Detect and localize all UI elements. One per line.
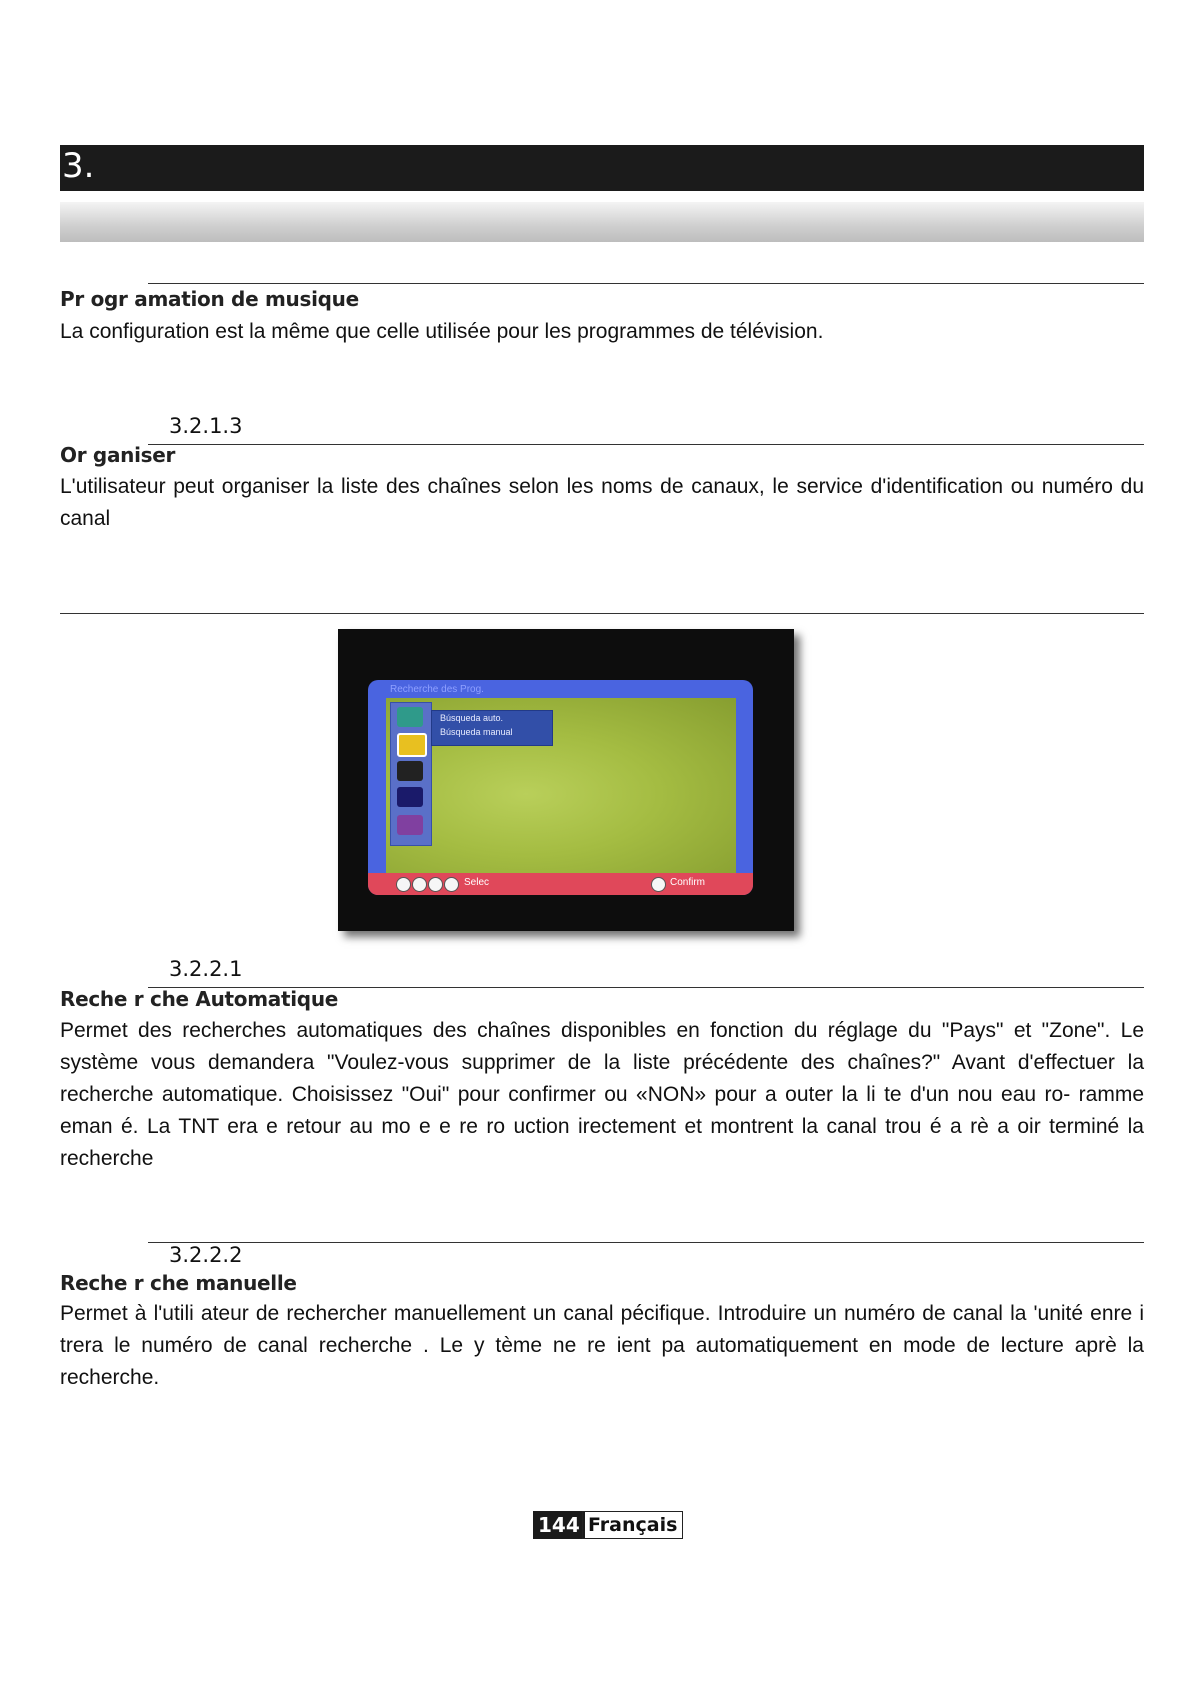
tv-menu-item: Búsqueda auto. [440,713,504,723]
section-number: 3.2.1.3 [169,414,243,438]
tv-bottom-bar [368,873,753,895]
globe-icon [397,707,423,727]
figure-divider [60,613,1144,614]
tv-menu-screenshot [338,629,794,931]
tv-confirm-label: Confirm [670,877,706,888]
ok-icon [651,877,666,892]
section-title: Reche r che manuelle [60,1271,297,1295]
chapter-number: 3. [62,146,95,186]
page-language: Français [582,1511,683,1539]
tv-side-menu [390,702,432,846]
section-title: Or ganiser [60,443,176,467]
section-divider [148,283,1144,284]
section-divider [148,1242,1144,1243]
chapter-header-bar [60,145,1144,191]
section-number: 3.2.2.2 [169,1243,243,1267]
section-title: Pr ogr amation de musique [60,287,359,311]
down-arrow-icon [444,877,459,892]
key-icon [397,761,423,781]
section-body: Permet des recherches automatiques des chaînes disponibles en fonction du réglage du "Pays" et "Zone". Le système vous demandera "Voulez-vous supprimer de la liste précédente des chaînes?" Avant d'effectuer la recherche automatique. Choisissez "Oui" pour confirmer ou «NON» pour a outer la li te d'un nou eau ro- ramme eman é. La TNT era e retour au mo e e re ro uction irectement et montrent la canal trou é a rè a oir terminé la recherche [60,1019,1144,1170]
exit-icon [397,815,423,835]
section-title-bar [60,202,1144,242]
tv-select-label: Selec [464,877,490,888]
section-body: La configuration est la même que celle utilisée pour les programmes de télévision. [60,320,824,343]
tools-icon [397,787,423,807]
section-number: 3.2.2.1 [169,957,243,981]
tv-screen [368,680,753,895]
tv-search-submenu [431,710,553,746]
right-arrow-icon [428,877,443,892]
page-number: 144 [533,1511,585,1539]
up-arrow-icon [412,877,427,892]
section-body: L'utilisateur peut organiser la liste des chaînes selon les noms de canaux, le service d'identification ou numéro du canal [60,475,1144,530]
tv-menu-title: Recherche des Prog. [390,684,484,695]
left-arrow-icon [396,877,411,892]
tv-menu-item: Búsqueda manual [440,727,513,737]
section-divider [148,444,1144,445]
search-icon [397,733,427,757]
section-body: Permet à l'utili ateur de rechercher manuellement un canal pécifique. Introduire un numéro de canal la 'unité enre i trera le numéro de canal recherche . Le y tème ne re ient pa automatiquement en mode de lecture aprè la recherche. [60,1302,1144,1389]
section-title: Reche r che Automatique [60,987,339,1011]
